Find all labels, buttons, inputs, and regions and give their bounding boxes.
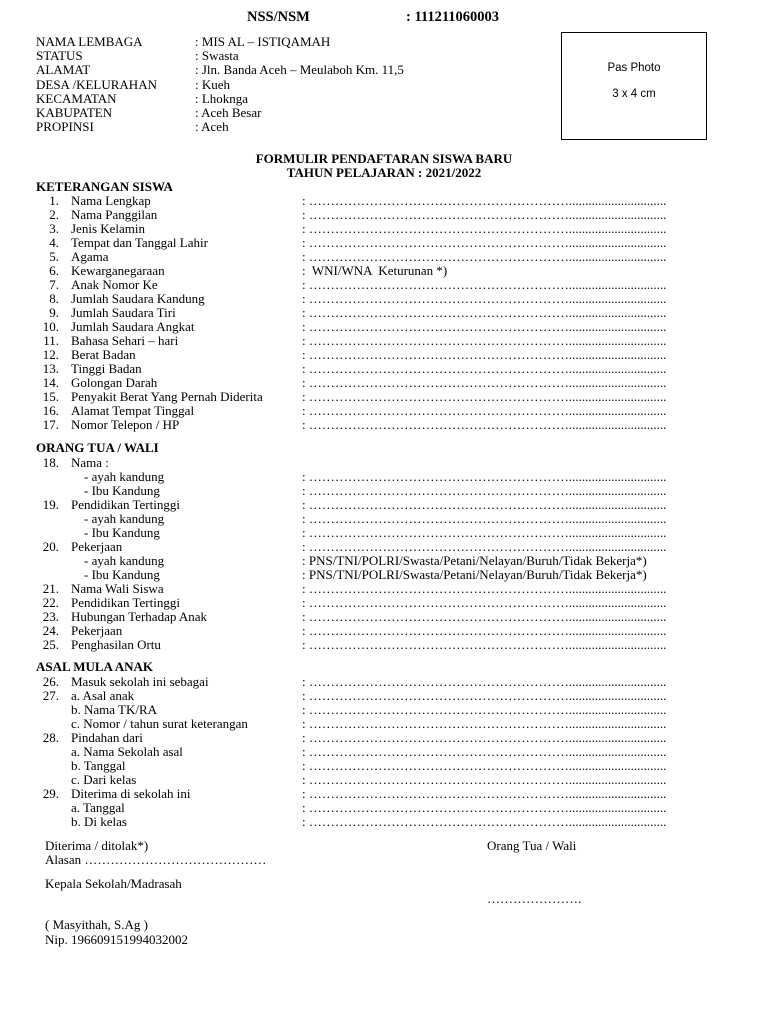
row-label: Pekerjaan — [71, 539, 123, 554]
row-value-field[interactable]: : …………………………………………………….............................. — [302, 278, 667, 292]
row-number: 26. — [42, 674, 59, 689]
row-label: Bahasa Sehari – hari — [71, 333, 179, 348]
form-row — [0, 526, 768, 540]
row-label: Agama — [71, 249, 109, 264]
row-number: 16. — [42, 403, 59, 418]
row-label: a. Nama Sekolah asal — [71, 744, 183, 759]
info-label: STATUS — [36, 48, 83, 63]
row-label: Jumlah Saudara Angkat — [71, 319, 195, 334]
row-label: Penyakit Berat Yang Pernah Diderita — [71, 389, 263, 404]
row-number: 6. — [49, 263, 59, 278]
form-year: TAHUN PELAJARAN : 2021/2022 — [286, 165, 482, 180]
row-label: b. Tanggal — [71, 758, 126, 773]
row-value-field[interactable]: : …………………………………………………….............................. — [302, 390, 667, 404]
form-row — [0, 194, 768, 208]
form-row — [0, 278, 768, 292]
row-value-field[interactable]: : …………………………………………………….............................. — [302, 689, 667, 703]
row-label: - Ibu Kandung — [71, 483, 160, 498]
row-number: 25. — [42, 637, 59, 652]
row-value-field[interactable]: : …………………………………………………….............................. — [302, 540, 667, 554]
row-label: Kewarganegaraan — [71, 263, 165, 278]
row-value-field[interactable]: : PNS/TNI/POLRI/Swasta/Petani/Nelayan/Buruh/Tidak Bekerja*) — [302, 554, 647, 568]
row-number: 7. — [49, 277, 59, 292]
orang-tua-label: Orang Tua / Wali — [487, 838, 577, 853]
info-label: KECAMATAN — [36, 91, 117, 106]
parent-signature-line: …………………. — [487, 891, 582, 906]
row-number: 4. — [49, 235, 59, 250]
info-value: : Aceh Besar — [195, 105, 262, 120]
row-number: 17. — [42, 417, 59, 432]
form-row — [0, 689, 768, 703]
form-row — [0, 610, 768, 624]
row-number: 3. — [49, 221, 59, 236]
kepala-name: ( Masyithah, S.Ag ) — [45, 917, 148, 932]
row-value-field[interactable]: : …………………………………………………….............................. — [302, 610, 667, 624]
row-number: 5. — [49, 249, 59, 264]
section-orang-tua-wali: ORANG TUA / WALI — [36, 440, 159, 455]
row-label: b. Nama TK/RA — [71, 702, 158, 717]
row-label: Masuk sekolah ini sebagai — [71, 674, 209, 689]
row-label: a. Tanggal — [71, 800, 125, 815]
row-number: 14. — [42, 375, 59, 390]
info-value: : Jln. Banda Aceh – Meulaboh Km. 11,5 — [195, 62, 404, 77]
info-label: PROPINSI — [36, 119, 94, 134]
form-row — [0, 731, 768, 745]
form-row — [0, 703, 768, 717]
photo-size: 3 x 4 cm — [612, 88, 656, 100]
row-label: Pendidikan Tertinggi — [71, 595, 180, 610]
row-number: 24. — [42, 623, 59, 638]
row-label: Jenis Kelamin — [71, 221, 146, 236]
row-label: Tempat dan Tanggal Lahir — [71, 235, 208, 250]
row-label: Diterima di sekolah ini — [71, 786, 191, 801]
row-label: - ayah kandung — [71, 553, 165, 568]
row-value-field[interactable]: : …………………………………………………….............................. — [302, 498, 667, 512]
form-row — [0, 773, 768, 787]
nss-label: NSS/NSM — [247, 9, 310, 25]
row-number: 10. — [42, 319, 59, 334]
form-row — [0, 404, 768, 418]
info-label: DESA /KELURAHAN — [36, 77, 157, 92]
form-row — [0, 264, 768, 278]
row-value-field[interactable]: : …………………………………………………….............................. — [302, 759, 667, 773]
row-label: Jumlah Saudara Tiri — [71, 305, 176, 320]
row-value-field[interactable]: : …………………………………………………….............................. — [302, 292, 667, 306]
form-row — [0, 498, 768, 512]
form-row — [0, 292, 768, 306]
form-row — [0, 815, 768, 829]
photo-label: Pas Photo — [607, 62, 661, 74]
row-value-field[interactable]: : …………………………………………………….............................. — [302, 717, 667, 731]
row-value-field[interactable]: : …………………………………………………….............................. — [302, 362, 667, 376]
alasan-field: Alasan …………………………………… — [45, 852, 267, 867]
form-row — [0, 582, 768, 596]
form-row — [0, 470, 768, 484]
row-label: Pendidikan Tertinggi — [71, 497, 180, 512]
row-label: Pindahan dari — [71, 730, 143, 745]
row-number: 12. — [42, 347, 59, 362]
row-value-field[interactable]: : …………………………………………………….............................. — [302, 194, 667, 208]
row-number: 28. — [42, 730, 59, 745]
row-value-field[interactable]: : …………………………………………………….............................. — [302, 596, 667, 610]
row-label: Tinggi Badan — [71, 361, 142, 376]
row-label: b. Di kelas — [71, 814, 127, 829]
info-value: : Swasta — [195, 48, 239, 63]
row-value-field[interactable]: : …………………………………………………….............................. — [302, 376, 667, 390]
row-value-field[interactable]: : PNS/TNI/POLRI/Swasta/Petani/Nelayan/Buruh/Tidak Bekerja*) — [302, 568, 647, 582]
info-label: KABUPATEN — [36, 105, 113, 120]
row-label: - Ibu Kandung — [71, 525, 160, 540]
row-value-field[interactable]: : …………………………………………………….............................. — [302, 703, 667, 717]
kepala-label: Kepala Sekolah/Madrasah — [45, 876, 182, 891]
form-row — [0, 624, 768, 638]
form-row — [0, 512, 768, 526]
nss-value: : 111211060003 — [406, 9, 500, 25]
row-value-field[interactable]: : …………………………………………………….............................. — [302, 745, 667, 759]
info-value: : MIS AL – ISTIQAMAH — [195, 34, 331, 49]
row-label: Nama Wali Siswa — [71, 581, 164, 596]
row-number: 13. — [42, 361, 59, 376]
row-number: 15. — [42, 389, 59, 404]
row-value-field[interactable]: : …………………………………………………….............................. — [302, 418, 667, 432]
row-value-field[interactable]: : …………………………………………………….............................. — [302, 470, 667, 484]
row-label: - ayah kandung — [71, 511, 165, 526]
form-title: FORMULIR PENDAFTARAN SISWA BARU — [255, 151, 513, 166]
form-row — [0, 334, 768, 348]
form-row — [0, 320, 768, 334]
row-number: 8. — [49, 291, 59, 306]
row-value-field[interactable]: : …………………………………………………….............................. — [302, 801, 667, 815]
photo-box — [561, 32, 707, 140]
form-row — [0, 222, 768, 236]
row-value-field[interactable]: : …………………………………………………….............................. — [302, 306, 667, 320]
form-row — [0, 484, 768, 498]
row-label: Alamat Tempat Tinggal — [71, 403, 195, 418]
row-number: 1. — [49, 193, 59, 208]
row-label: Nama : — [71, 455, 109, 470]
row-number: 11. — [43, 333, 59, 348]
row-label: Golongan Darah — [71, 375, 158, 390]
row-label: Anak Nomor Ke — [71, 277, 158, 292]
row-value-field[interactable]: : …………………………………………………….............................. — [302, 582, 667, 596]
row-value-field[interactable]: : …………………………………………………….............................. — [302, 236, 667, 250]
form-row — [0, 208, 768, 222]
info-value: : Kueh — [195, 77, 231, 92]
row-number: 23. — [42, 609, 59, 624]
form-row — [0, 759, 768, 773]
row-label: Jumlah Saudara Kandung — [71, 291, 205, 306]
row-label: Nama Lengkap — [71, 193, 151, 208]
row-value-field[interactable]: : …………………………………………………….............................. — [302, 404, 667, 418]
form-row — [0, 348, 768, 362]
info-value: : Lhoknga — [195, 91, 249, 106]
row-number: 20. — [42, 539, 59, 554]
row-value-field[interactable]: : …………………………………………………….............................. — [302, 675, 667, 689]
section-keterangan-siswa: KETERANGAN SISWA — [36, 179, 173, 194]
row-value-field[interactable]: : …………………………………………………….............................. — [302, 208, 667, 222]
form-row — [0, 717, 768, 731]
row-value-field[interactable]: : …………………………………………………….............................. — [302, 320, 667, 334]
row-label: c. Dari kelas — [71, 772, 137, 787]
row-value-field[interactable]: : …………………………………………………….............................. — [302, 526, 667, 540]
row-value-field[interactable]: : …………………………………………………….............................. — [302, 512, 667, 526]
row-value-field[interactable]: : …………………………………………………….............................. — [302, 222, 667, 236]
form-row — [0, 554, 768, 568]
row-value-field[interactable]: : WNI/WNA Keturunan *) — [302, 264, 448, 278]
row-value-field[interactable]: : …………………………………………………….............................. — [302, 638, 667, 652]
form-row — [0, 568, 768, 582]
row-value-field[interactable]: : …………………………………………………….............................. — [302, 250, 667, 264]
form-row — [0, 801, 768, 815]
kepala-nip: Nip. 196609151994032002 — [45, 932, 188, 947]
info-label: ALAMAT — [36, 62, 91, 77]
form-row — [0, 236, 768, 250]
row-label: Penghasilan Ortu — [71, 637, 161, 652]
row-label: Nomor Telepon / HP — [71, 417, 180, 432]
row-value-field[interactable]: : …………………………………………………….............................. — [302, 484, 667, 498]
row-value-field[interactable]: : …………………………………………………….............................. — [302, 334, 667, 348]
row-number: 9. — [49, 305, 59, 320]
form-row — [0, 362, 768, 376]
info-label: NAMA LEMBAGA — [36, 34, 143, 49]
row-value-field[interactable]: : …………………………………………………….............................. — [302, 773, 667, 787]
row-number: 18. — [42, 455, 59, 470]
form-row — [0, 250, 768, 264]
form-row — [0, 456, 768, 470]
row-label: - Ibu Kandung — [71, 567, 160, 582]
row-number: 27. — [42, 688, 59, 703]
row-label: Nama Panggilan — [71, 207, 158, 222]
row-label: - ayah kandung — [71, 469, 165, 484]
row-value-field[interactable]: : …………………………………………………….............................. — [302, 348, 667, 362]
form-row — [0, 596, 768, 610]
row-label: c. Nomor / tahun surat keterangan — [71, 716, 248, 731]
form-row — [0, 390, 768, 404]
row-number: 2. — [49, 207, 59, 222]
row-number: 21. — [42, 581, 59, 596]
form-row — [0, 376, 768, 390]
row-label: Pekerjaan — [71, 623, 123, 638]
form-row — [0, 540, 768, 554]
info-value: : Aceh — [195, 119, 229, 134]
row-value-field[interactable]: : …………………………………………………….............................. — [302, 731, 667, 745]
form-row — [0, 675, 768, 689]
form-row — [0, 306, 768, 320]
form-row — [0, 787, 768, 801]
row-label: Hubungan Terhadap Anak — [71, 609, 208, 624]
form-row — [0, 745, 768, 759]
row-value-field[interactable]: : …………………………………………………….............................. — [302, 787, 667, 801]
row-label: a. Asal anak — [71, 688, 135, 703]
row-number: 19. — [42, 497, 59, 512]
section-asal-mula-anak: ASAL MULA ANAK — [36, 659, 154, 674]
row-value-field[interactable]: : …………………………………………………….............................. — [302, 624, 667, 638]
row-label: Berat Badan — [71, 347, 136, 362]
form-row — [0, 638, 768, 652]
row-value-field[interactable]: : …………………………………………………….............................. — [302, 815, 667, 829]
diterima-label: Diterima / ditolak*) — [45, 838, 149, 853]
row-number: 22. — [42, 595, 59, 610]
form-row — [0, 418, 768, 432]
row-number: 29. — [42, 786, 59, 801]
